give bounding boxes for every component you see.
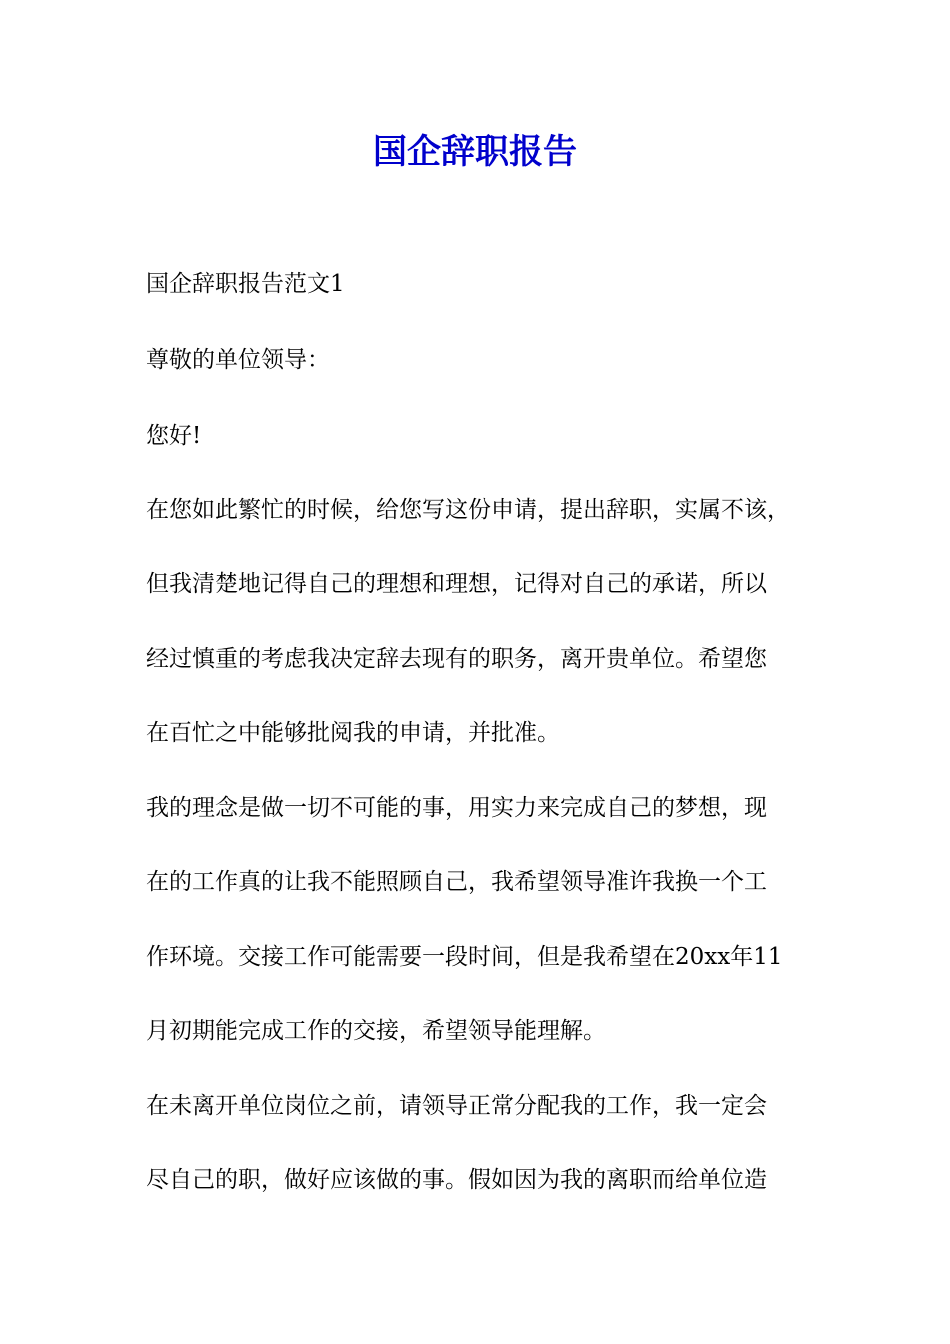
paragraph-line: 在百忙之中能够批阅我的申请，并批准。	[146, 720, 560, 746]
paragraph-line: 我的理念是做一切不可能的事，用实力来完成自己的梦想，现	[146, 795, 767, 821]
paragraph-line: 经过慎重的考虑我决定辞去现有的职务，离开贵单位。希望您	[146, 646, 767, 672]
paragraph-line: 但我清楚地记得自己的理想和理想，记得对自己的承诺，所以	[146, 571, 767, 597]
paragraph-line: 尊敬的单位领导：	[146, 347, 330, 373]
paragraph-line: 尽自己的职，做好应该做的事。假如因为我的离职而给单位造	[146, 1167, 767, 1193]
paragraph-line: 作环境。交接工作可能需要一段时间，但是我希望在20xx年11	[146, 944, 783, 970]
paragraph-line: 国企辞职报告范文1	[146, 271, 345, 297]
paragraph-line: 在的工作真的让我不能照顾自己，我希望领导准许我换一个工	[146, 869, 767, 895]
paragraph-line: 您好!	[146, 423, 202, 449]
paragraph-line: 在未离开单位岗位之前，请领导正常分配我的工作，我一定会	[146, 1093, 767, 1119]
paragraph-line: 月初期能完成工作的交接，希望领导能理解。	[146, 1018, 606, 1044]
paragraph-line: 在您如此繁忙的时候，给您写这份申请，提出辞职，实属不该，	[146, 497, 790, 523]
document-title: 国企辞职报告	[373, 132, 577, 172]
